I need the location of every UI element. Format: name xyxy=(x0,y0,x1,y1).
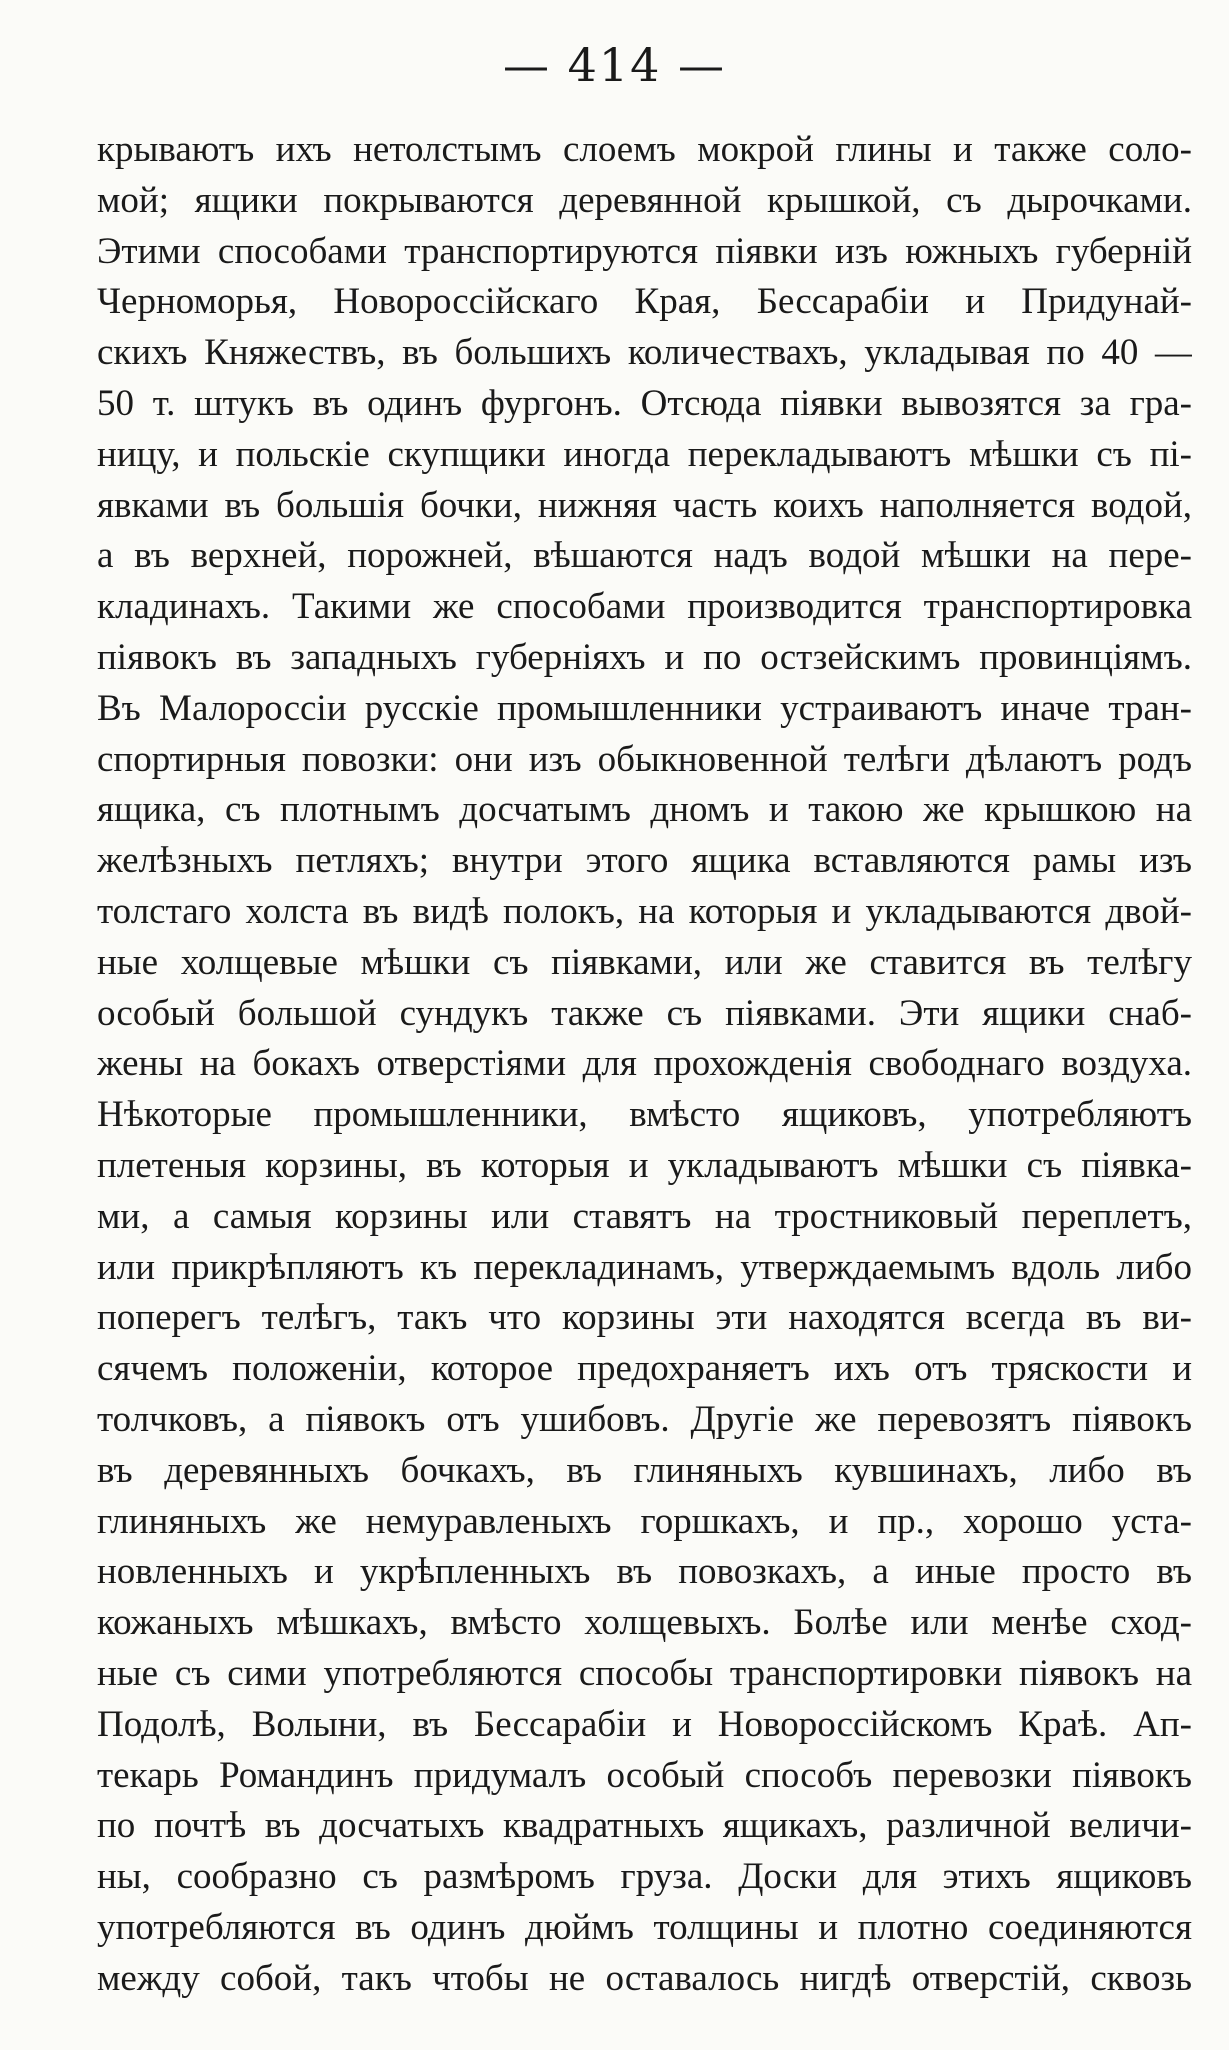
text-line: піявокъ въ западныхъ губерніяхъ и по остзейскимъ провинціямъ. xyxy=(97,636,1192,678)
text-line: между собой, такъ чтобы не оставалось нигдѣ отверстій, сквозь xyxy=(97,1957,1192,1999)
text-line: плетеныя корзины, въ которыя и укладываютъ мѣшки съ піявка- xyxy=(97,1144,1192,1186)
text-line: Въ Малороссіи русскіе промышленники устраиваютъ иначе тран- xyxy=(97,687,1192,729)
text-line: или прикрѣпляютъ къ перекладинамъ, утверждаемымъ вдоль либо xyxy=(97,1246,1192,1288)
text-line: ми, а самыя корзины или ставятъ на тростниковый переплетъ, xyxy=(97,1195,1192,1237)
text-line: по почтѣ въ досчатыхъ квадратныхъ ящикахъ, различной величи- xyxy=(97,1805,1192,1847)
text-line: ные холщевые мѣшки съ піявками, или же ставится въ телѣгу xyxy=(97,941,1192,983)
text-line: Черноморья, Новороссійскаго Края, Бессарабіи и Придунай- xyxy=(97,281,1192,323)
text-line: желѣзныхъ петляхъ; внутри этого ящика вставляются рамы изъ xyxy=(97,840,1192,882)
body-text xyxy=(97,125,1192,2004)
text-line: крываютъ ихъ нетолстымъ слоемъ мокрой глины и также соло- xyxy=(97,129,1192,170)
text-line: глиняныхъ же немуравленыхъ горшкахъ, и пр., хорошо уста- xyxy=(97,1500,1192,1542)
text-line: а въ верхней, порожней, вѣшаются надъ водой мѣшки на пере- xyxy=(97,535,1192,577)
text-line: Этими способами транспортируются піявки изъ южныхъ губерній xyxy=(97,230,1192,272)
text-line: сячемъ положеніи, которое предохраняетъ ихъ отъ тряскости и xyxy=(97,1348,1192,1390)
text-line: жены на бокахъ отверстіями для прохожденія свободнаго воздуха. xyxy=(97,1043,1192,1085)
text-line: кладинахъ. Такими же способами производится транспортировка xyxy=(97,586,1192,628)
text-line: явками въ большія бочки, нижняя часть коихъ наполняется водой, xyxy=(97,484,1192,526)
text-line: спортирныя повозки: они изъ обыкновенной телѣги дѣлаютъ родъ xyxy=(97,738,1192,780)
text-line: мой; ящики покрываются деревянной крышкой, съ дырочками. xyxy=(97,179,1192,221)
text-line: скихъ Княжествъ, въ большихъ количествахъ, укладывая по 40 — xyxy=(97,332,1192,374)
text-line: употребляются въ одинъ дюймъ толщины и плотно соединяются xyxy=(97,1906,1192,1948)
text-line: ные съ сими употребляются способы транспортировки піявокъ на xyxy=(97,1652,1192,1694)
text-line: ницу, и польскіе скупщики иногда перекладываютъ мѣшки съ пі- xyxy=(97,433,1192,475)
text-line: ящика, съ плотнымъ досчатымъ дномъ и такою же крышкою на xyxy=(97,789,1192,831)
text-line: новленныхъ и укрѣпленныхъ въ повозкахъ, а иные просто въ xyxy=(97,1551,1192,1593)
page-number: — 414 — xyxy=(502,38,727,92)
text-line: ны, сообразно съ размѣромъ груза. Доски для этихъ ящиковъ xyxy=(97,1856,1192,1898)
text-line: толчковъ, а піявокъ отъ ушибовъ. Другіе же перевозятъ піявокъ xyxy=(97,1398,1192,1440)
text-line: кожаныхъ мѣшкахъ, вмѣсто холщевыхъ. Болѣе или менѣе сход- xyxy=(97,1602,1192,1644)
text-line: особый большой сундукъ также съ піявками. Эти ящики снаб- xyxy=(97,992,1192,1034)
text-line: толстаго холста въ видѣ полокъ, на которыя и укладываются двой- xyxy=(97,890,1192,932)
text-line: 50 т. штукъ въ одинъ фургонъ. Отсюда піявки вывозятся за гра- xyxy=(97,382,1192,424)
text-line: поперегъ телѣгъ, такъ что корзины эти находятся всегда въ ви- xyxy=(97,1297,1192,1339)
text-line: Подолѣ, Волыни, въ Бессарабіи и Новороссійскомъ Краѣ. Ап- xyxy=(97,1703,1192,1745)
text-line: текарь Романдинъ придумалъ особый способъ перевозки піявокъ xyxy=(97,1754,1192,1796)
text-line: Нѣкоторые промышленники, вмѣсто ящиковъ, употребляютъ xyxy=(97,1094,1192,1136)
text-line: въ деревянныхъ бочкахъ, въ глиняныхъ кувшинахъ, либо въ xyxy=(97,1449,1192,1491)
